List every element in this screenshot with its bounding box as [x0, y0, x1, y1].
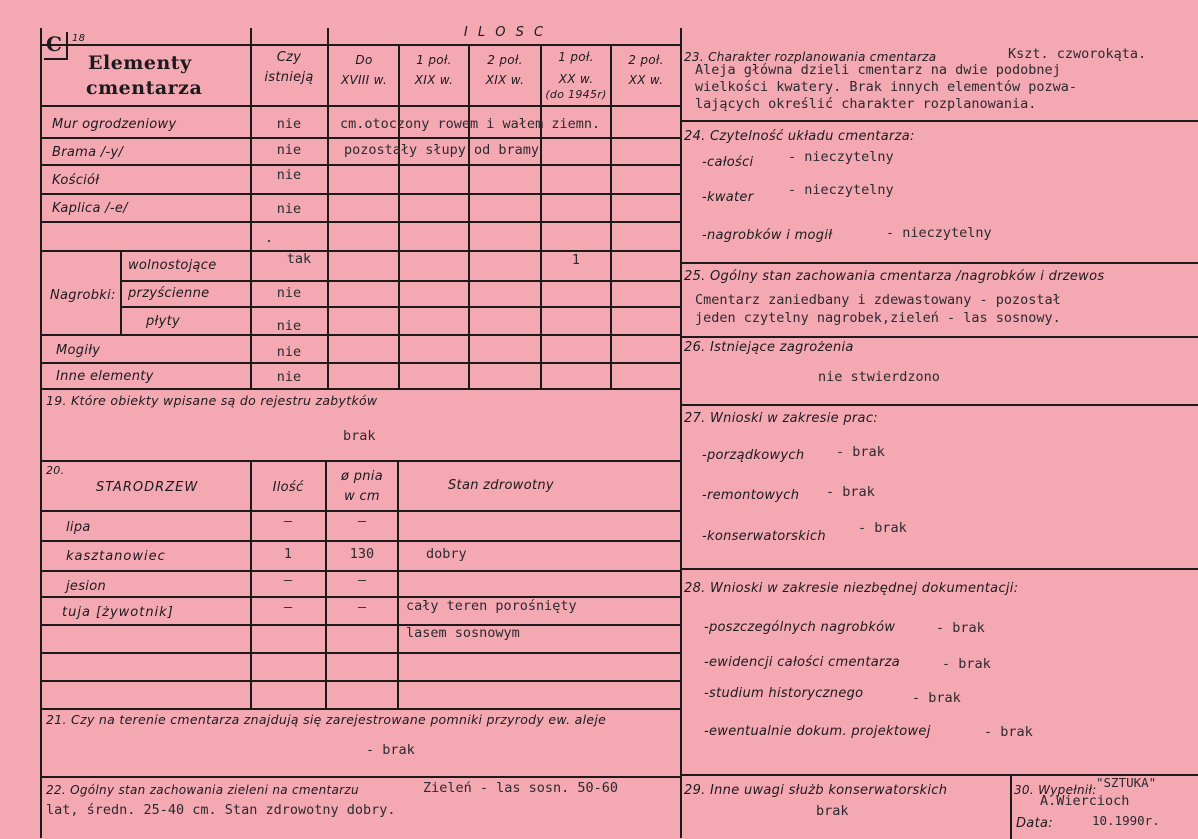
row-przyscienne-value: nie: [276, 285, 302, 301]
s27-row-value: - brak: [858, 520, 907, 536]
tree-row-name: kasztanowiec: [66, 549, 166, 564]
s20-header-pnia-2: w cm: [344, 489, 380, 504]
s24-row-value: - nieczytelny: [788, 149, 894, 165]
tree-row-name: tuja [żywotnik]: [62, 605, 174, 620]
s19-label: 19. Które obiekty wpisane są do rejestru zabytków: [46, 393, 378, 408]
s28-row-label: -poszczególnych nagrobków: [704, 620, 896, 635]
row-brama-label: Brama /-y/: [52, 145, 124, 160]
s30-v2: A.Wiercioch: [1040, 793, 1130, 809]
s28-row-value: - brak: [912, 690, 961, 706]
nagrobki-label: Nagrobki:: [50, 288, 116, 303]
rule: [40, 28, 42, 838]
rule: [40, 624, 680, 626]
s24-row-value: - nieczytelny: [788, 182, 894, 198]
row-plyty-value: nie: [276, 318, 302, 334]
s21-label: 21. Czy na terenie cmentarza znajdują się zarejestrowane pomniki przyrody ew. aleje: [46, 712, 607, 727]
period-1-l1: Do: [355, 53, 373, 67]
tree-row-ilosc: –: [283, 513, 293, 529]
s24-row-label: -całości: [702, 155, 754, 170]
card-number: 18: [72, 33, 86, 44]
tree-row-stan: cały teren porośnięty: [406, 598, 577, 614]
s27-label: 27. Wnioski w zakresie prac:: [684, 411, 878, 426]
period-2-l1: 1 poł.: [416, 53, 452, 67]
title-line-2: cmentarza: [86, 77, 203, 99]
col-czy-1: Czy: [276, 50, 302, 65]
s28-row-label: -ewentualnie dokum. projektowej: [704, 724, 931, 739]
s23-v4: lających określić charakter rozplanowania.: [695, 96, 1037, 112]
s28-row-value: - brak: [936, 620, 985, 636]
row-mur-note: cm.otoczony rowem i wałem ziemn.: [340, 116, 601, 132]
row-kosciol-value: nie: [276, 167, 302, 183]
rule: [120, 280, 680, 282]
row-wolnostojace-count: 1: [571, 252, 581, 268]
period-1-l2: XVIII w.: [340, 73, 388, 87]
s22-value-1: Zieleń - las sosn. 50-60: [423, 780, 619, 796]
row-kaplica-value: nie: [276, 201, 302, 217]
period-4-l3: (do 1945r): [545, 88, 607, 101]
rule: [610, 44, 612, 388]
row-mur-label: Mur ogrodzeniowy: [52, 117, 177, 132]
rule: [40, 334, 680, 336]
s29-label: 29. Inne uwagi służb konserwatorskich: [684, 783, 948, 798]
row-kosciol-label: Kościół: [52, 173, 100, 188]
s28-row-label: -ewidencji całości cmentarza: [704, 655, 901, 670]
s27-row-value: - brak: [836, 444, 885, 460]
rule: [40, 164, 680, 166]
rule: [40, 460, 680, 462]
s27-row-label: -remontowych: [702, 488, 800, 503]
period-4-l2: XX w.: [558, 72, 594, 86]
period-2-l2: XIX w.: [414, 73, 454, 87]
rule: [680, 404, 1198, 406]
row-inne-value: nie: [276, 369, 302, 385]
rule: [468, 44, 470, 388]
row-wolnostojace-value: tak: [286, 251, 312, 267]
s29-value: brak: [816, 803, 849, 819]
rule: [40, 193, 680, 195]
s28-label: 28. Wnioski w zakresie niezbędnej dokumentacji:: [684, 581, 1019, 596]
tree-row-ilosc: –: [283, 599, 293, 615]
row-brama-value: nie: [276, 142, 302, 158]
s25-v1: Cmentarz zaniedbany i zdewastowany - pozostał: [695, 292, 1061, 308]
row-brama-note: pozostały słupy od bramy: [344, 142, 540, 158]
s21-value: - brak: [366, 742, 415, 758]
empty-row-mark: .: [264, 230, 274, 246]
row-przyscienne-label: przyścienne: [128, 286, 210, 301]
s26-label: 26. Istniejące zagrożenia: [684, 340, 854, 355]
row-mogily-value: nie: [276, 344, 302, 360]
s26-value: nie stwierdzono: [818, 369, 940, 385]
s30-date-label: Data:: [1016, 816, 1053, 831]
s24-label: 24. Czytelność układu cmentarza:: [684, 129, 915, 144]
rule: [40, 596, 680, 598]
rule: [40, 362, 680, 364]
rule: [40, 388, 680, 390]
s25-label: 25. Ogólny stan zachowania cmentarza /nagrobków i drzewos: [684, 269, 1105, 284]
row-wolnostojace-label: wolnostojące: [128, 258, 217, 273]
s28-row-value: - brak: [942, 656, 991, 672]
period-4-l1: 1 poł.: [558, 50, 594, 64]
rule: [680, 28, 682, 838]
s20-header-stan: Stan zdrowotny: [448, 478, 554, 493]
tree-row-pnia: –: [357, 513, 367, 529]
s22-label: 22. Ogólny stan zachowania zieleni na cmentarzu: [46, 783, 359, 797]
rule: [680, 262, 1198, 264]
s22-value-2: lat, średn. 25-40 cm. Stan zdrowotny dobry.: [46, 802, 396, 818]
tree-row-pnia: –: [357, 572, 367, 588]
rule: [40, 105, 680, 107]
tree-row-pnia: 130: [349, 546, 375, 562]
s20-header-pnia-1: ø pnia: [341, 469, 383, 484]
rule: [40, 510, 680, 512]
row-kaplica-label: Kaplica /-e/: [52, 201, 128, 216]
s23-v2: Aleja główna dzieli cmentarz na dwie podobnej: [695, 62, 1061, 78]
tree-row-name: lipa: [66, 520, 91, 535]
col-czy-2: istnieją: [264, 70, 314, 85]
s30-date-value: 10.1990r.: [1092, 813, 1160, 828]
s30-label: 30. Wypełnił:: [1014, 783, 1097, 797]
s19-value: brak: [343, 428, 376, 444]
rule: [40, 221, 680, 223]
tree-row-stan-extra: lasem sosnowym: [406, 625, 520, 641]
rule: [397, 460, 399, 708]
rule: [120, 250, 122, 334]
rule: [40, 680, 680, 682]
s27-row-label: -konserwatorskich: [702, 529, 826, 544]
row-mur-value: nie: [276, 116, 302, 132]
s30-v1: "SZTUKA": [1096, 775, 1157, 790]
tree-row-ilosc: 1: [283, 546, 293, 562]
period-5-l2: XX w.: [628, 73, 664, 87]
period-3-l1: 2 poł.: [487, 53, 523, 67]
s23-v1: Kszt. czworokąta.: [1008, 46, 1147, 62]
rule: [120, 306, 680, 308]
s25-v2: jeden czytelny nagrobek,zieleń - las sosnowy.: [695, 310, 1061, 326]
rule: [40, 776, 680, 778]
rule: [40, 708, 680, 710]
rule: [40, 540, 680, 542]
s24-row-value: - nieczytelny: [886, 225, 992, 241]
s24-row-label: -nagrobków i mogił: [702, 228, 833, 243]
rule: [327, 44, 680, 46]
tree-row-ilosc: –: [283, 572, 293, 588]
s24-row-label: -kwater: [702, 190, 754, 205]
rule: [1010, 774, 1012, 839]
tree-row-stan: dobry: [426, 546, 467, 562]
s28-row-label: -studium historycznego: [704, 686, 864, 701]
rule: [680, 120, 1198, 122]
rule: [398, 44, 400, 388]
s23-label: 23. Charakter rozplanowania cmentarza: [684, 50, 937, 64]
s20-header-starodrzew: STARODRZEW: [96, 480, 199, 495]
title-line-1: Elementy: [88, 52, 192, 74]
tree-row-name: jesion: [66, 579, 106, 594]
s20-header-ilosc: Ilość: [272, 480, 304, 495]
s23-v3: wielkości kwatery. Brak innych elementów pozwa-: [695, 79, 1078, 95]
row-plyty-label: płyty: [146, 314, 180, 329]
s28-row-value: - brak: [984, 724, 1033, 740]
rule: [40, 652, 680, 654]
rule: [40, 137, 680, 139]
period-3-l2: XIX w.: [485, 73, 525, 87]
s20-num: 20.: [46, 464, 65, 477]
s27-row-label: -porządkowych: [702, 448, 805, 463]
row-inne-label: Inne elementy: [56, 369, 154, 384]
ilosc-header: I L O S C: [463, 25, 547, 40]
card-letter: C: [46, 32, 63, 56]
tree-row-pnia: –: [357, 599, 367, 615]
s27-row-value: - brak: [826, 484, 875, 500]
row-mogily-label: Mogiły: [56, 343, 101, 358]
rule: [680, 336, 1198, 338]
period-5-l1: 2 poł.: [628, 53, 664, 67]
rule: [680, 568, 1198, 570]
